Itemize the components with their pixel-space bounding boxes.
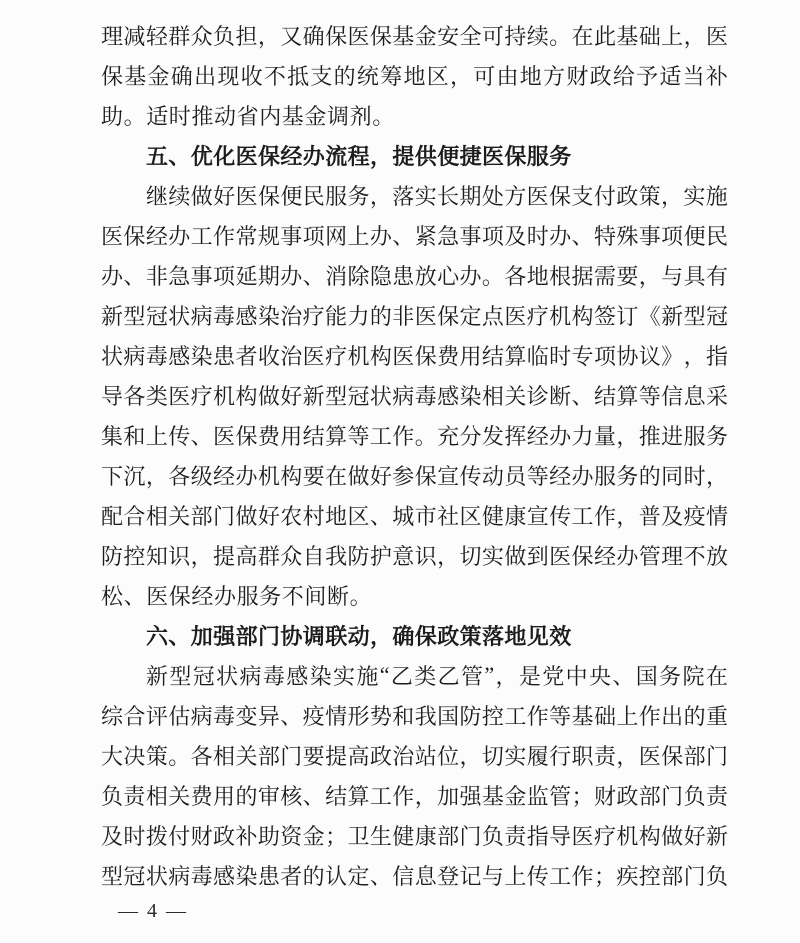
text-line: 新 型 冠 状 病 毒 感 染 实 施 “ 乙 类 乙 管 ” ， 是 党 中 央 、 国 务 院 在 [146,662,728,689]
section-heading: 五、优化医保经办流程，提供便捷医保服务 [146,143,572,169]
document-body [101,15,728,895]
text-line: 状 病 毒 感 染 患 者 收 治 医 疗 机 构 医 保 费 用 结 算 临 时 专 项 协 议 》 ， 指 [101,343,728,369]
text-line: 下 沉 ， 各 级 经 办 机 构 要 在 做 好 参 保 宣 传 动 员 等 经 办 服 务 的 同 时 ， [101,463,728,489]
text-line: 理 减 轻 群 众 负 担 ， 又 确 保 医 保 基 金 安 全 可 持 续 。 在 此 基 础 上 ， 医 [101,23,728,49]
text-line: 集 和 上 传 、 医 保 费 用 结 算 等 工 作 。 充 分 发 挥 经 办 力 量 ， 推 进 服 务 [101,423,728,449]
footer-left-dash: — [118,899,138,922]
text-line: 办 、 非 急 事 项 延 期 办 、 消 除 隐 患 放 心 办 。 各 地 根 据 需 要 ， 与 具 有 [101,263,728,289]
text-line: 综 合 评 估 病 毒 变 异 、 疫 情 形 势 和 我 国 防 控 工 作 等 基 础 上 作 出 的 重 [101,703,728,729]
text-line: 型 冠 状 病 毒 感 染 患 者 的 认 定 、 信 息 登 记 与 上 传 工 作 ； 疾 控 部 门 负 [101,863,728,889]
text-line: 导 各 类 医 疗 机 构 做 好 新 型 冠 状 病 毒 感 染 相 关 诊 断 、 结 算 等 信 息 采 [101,383,728,409]
text-line: 新 型 冠 状 病 毒 感 染 治 疗 能 力 的 非 医 保 定 点 医 疗 机 构 签 订 《 新 型 冠 [101,303,728,329]
text-line: 医 保 经 办 工 作 常 规 事 项 网 上 办 、 紧 急 事 项 及 时 办 、 特 殊 事 项 便 民 [101,223,728,249]
text-line: 松、医保经办服务不间断。 [101,583,373,609]
text-line: 保 基 金 确 出 现 收 不 抵 支 的 统 筹 地 区 ， 可 由 地 方 财 政 给 予 适 当 补 [101,63,728,89]
text-line: 及 时 拨 付 财 政 补 助 资 金 ； 卫 生 健 康 部 门 负 责 指 导 医 疗 机 构 做 好 新 [101,823,728,849]
page-footer [118,897,186,925]
section-heading: 六、加强部门协调联动，确保政策落地见效 [146,623,572,649]
text-line: 配 合 相 关 部 门 做 好 农 村 地 区 、 城 市 社 区 健 康 宣 传 工 作 ， 普 及 疫 情 [101,503,728,529]
footer-right-dash: — [166,899,186,922]
text-line: 大 决 策 。 各 相 关 部 门 要 提 高 政 治 站 位 ， 切 实 履 行 职 责 ， 医 保 部 门 [101,743,728,769]
text-line: 继 续 做 好 医 保 便 民 服 务 ， 落 实 长 期 处 方 医 保 支 付 政 策 ， 实 施 [146,183,728,209]
text-line: 防 控 知 识 ， 提 高 群 众 自 我 防 护 意 识 ， 切 实 做 到 医 保 经 办 管 理 不 放 [101,543,728,569]
page-number: 4 [147,899,157,922]
text-line: 负 责 相 关 费 用 的 审 核 、 结 算 工 作 ， 加 强 基 金 监 管 ； 财 政 部 门 负 责 [101,783,728,809]
text-line: 助。适时推动省内基金调剂。 [101,103,395,129]
